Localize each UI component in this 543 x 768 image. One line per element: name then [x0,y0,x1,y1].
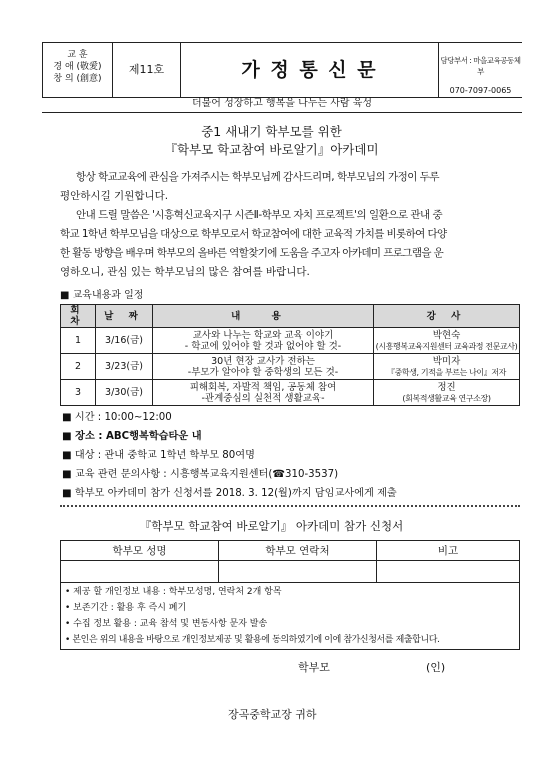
parent-name-field[interactable] [61,561,219,583]
motto-line: 창 의 (創意) [53,74,102,84]
lecturer-title: 『중학생, 기적을 부르는 나이』저자 [386,367,507,377]
note-line: • 본인은 위의 내용을 바탕으로 개인정보제공 및 활용에 동의하였기에 이에 참가신청서를 제출합니다. [65,635,440,645]
phone-number: 070-7097-0065 [449,86,512,95]
application-title: 『학부모 학교참여 바로알기』 아카데미 참가 신청서 [139,519,404,533]
form-input-row [61,561,520,583]
schedule-table [60,304,520,406]
table-row [61,328,520,354]
lecturer-title: (시흥행복교육지원센터 교육과정 전문교사) [375,341,518,351]
column-header: 학부모 성명 [61,541,219,561]
intro-line: 평안하시길 기원합니다. [60,190,169,202]
table-row [61,380,520,406]
department: 담당부서 : 마을교육공동체부 [440,56,521,76]
note-line: • 수집 정보 활용 : 교육 참석 및 변동사항 문자 발송 [65,619,268,629]
column-header: 내 용 [153,305,374,328]
session-date: 3/23(금) [96,354,153,380]
lecturer-name: 정진 [437,381,456,393]
session-date: 3/30(금) [96,380,153,406]
session-number: 2 [61,354,96,380]
intro-line: 안내 드릴 말씀은 '시흥혁신교육지구 시즌Ⅱ-학부모 자치 프로젝트'의 일환으로 관내 중 [76,209,443,221]
session-content [153,354,374,380]
intro-line: 한 활동 방향을 배우며 학부모의 올바른 역할찾기에 도움을 주고자 아카데미 프로그램을 운 [60,247,444,259]
application-form [60,540,520,650]
table-row [61,354,520,380]
content-line: -부모가 알아야 할 중학생의 모든 것- [187,366,339,378]
motto-line: 교 훈 [67,50,88,60]
contact-info [438,43,522,97]
session-content [153,380,374,406]
column-header: 비고 [377,541,520,561]
content-line: 교사와 나누는 학교와 교육 이야기 [192,329,334,341]
column-header: 회 차 [61,305,96,328]
form-notes-row [61,583,520,650]
form-header-row [61,541,520,561]
session-content [153,328,374,354]
note-line: • 제공 할 개인정보 내용 : 학부모성명, 연락처 2개 항목 [65,587,282,597]
table-header-row [61,305,520,328]
intro-line: 항상 학교교육에 관심을 가져주시는 학부모님께 감사드리며, 학부모님의 가정이 두루 [76,171,440,183]
motto-line: 경 애 (敬愛) [53,62,102,72]
main-title-line1: 중1 새내기 학부모를 위한 [201,124,342,139]
content-line: 30년 현장 교사가 전하는 [211,355,315,367]
newsletter-header [42,42,522,98]
session-number: 1 [61,328,96,354]
session-date: 3/16(금) [96,328,153,354]
lecturer-name: 박미자 [432,355,461,367]
newsletter-title: 가 정 통 신 문 [180,43,438,97]
info-time: ■ 시간 : 10:00~12:00 [62,412,172,423]
addressee: 장곡중학교장 귀하 [228,708,317,721]
intro-line: 학교 1학년 학부모님을 대상으로 학부모로서 학교참여에 대한 교육적 가치를 비롯하여 다양 [60,228,447,240]
content-line: - 학교에 있어야 할 것과 없어야 할 것- [184,340,342,352]
remarks-field[interactable] [377,561,520,583]
note-line: • 보존기간 : 활용 후 즉시 폐기 [65,603,187,613]
info-place: ■ 장소 : ABC행복학습타운 내 [62,431,202,442]
session-number: 3 [61,380,96,406]
column-header: 강 사 [374,305,520,328]
cut-line-divider [60,505,520,507]
column-header: 날 짜 [96,305,153,328]
parent-signature-label: 학부모 [298,661,330,674]
info-target: ■ 대상 : 관내 중학교 1학년 학부모 80여명 [62,450,255,461]
lecturer-name: 박현숙 [432,329,461,341]
info-contact: ■ 교육 관련 문의사항 : 시흥행복교육지원센터(☎310-3537) [62,469,339,480]
content-line: -관계중심의 실천적 생활교육- [201,392,325,404]
issue-number: 제11호 [112,43,180,97]
intro-line: 영하오니, 관심 있는 학부모님의 많은 참여를 바랍니다. [60,266,310,278]
seal-mark: (인) [426,661,446,674]
privacy-notes [61,583,520,650]
content-line: 피해회복, 자발적 책임, 공동체 참여 [189,381,337,393]
column-header: 학부모 연락처 [219,541,377,561]
session-lecturer [374,354,520,380]
lecturer-title: (회복적생활교육 연구소장) [402,393,491,403]
schedule-heading: ■ 교육내용과 일정 [60,290,144,301]
session-lecturer [374,380,520,406]
parent-phone-field[interactable] [219,561,377,583]
slogan: 더불어 성장하고 행복을 나누는 사람 육성 [42,96,522,113]
school-motto [42,43,112,97]
main-title-line2: 『학부모 학교참여 바로알기』아카데미 [164,142,379,157]
info-submit: ■ 학부모 아카데미 참가 신청서를 2018. 3. 12(월)까지 담임교사에게 제출 [62,488,397,499]
session-lecturer [374,328,520,354]
